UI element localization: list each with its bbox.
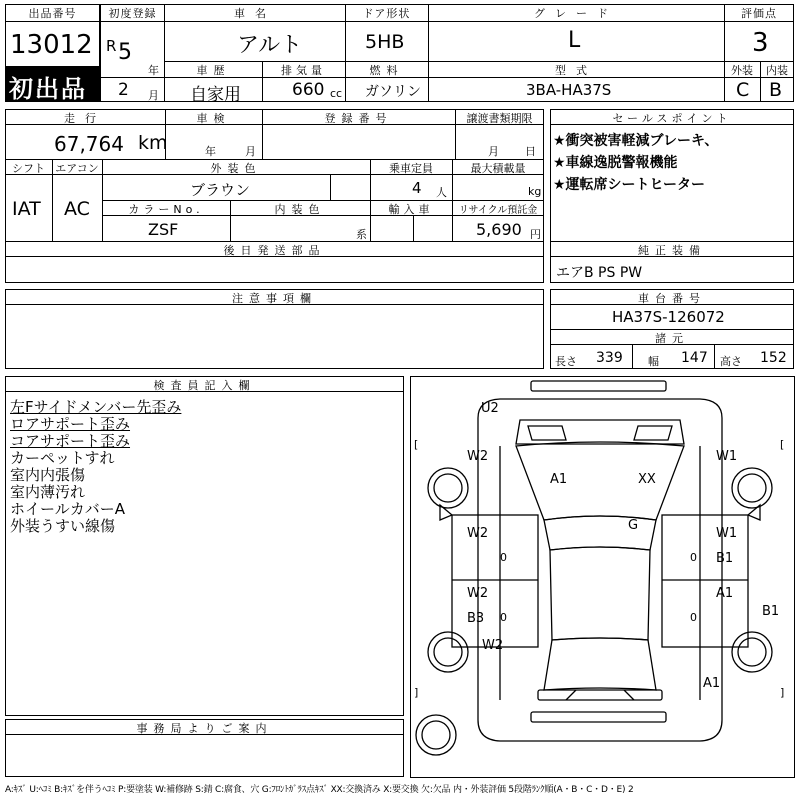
reg-label: 初度登録	[108, 7, 157, 20]
mileage: 67,764	[54, 132, 124, 156]
inspection-label: 車検	[196, 112, 231, 125]
equipment-label: 純正装備	[638, 244, 706, 257]
tr-day-unit: 日	[525, 145, 536, 158]
code-u2: U2	[481, 401, 499, 416]
disp-unit: cc	[330, 87, 343, 100]
grade: L	[568, 28, 581, 53]
int-rating: B	[769, 79, 783, 101]
inspector-line-4: カーペットすれ	[10, 449, 115, 467]
import-label: 輸入車	[388, 203, 434, 216]
door-type: 5HB	[365, 31, 405, 53]
later-parts-label: 後日発送部品	[223, 244, 326, 257]
lot-label: 出品番号	[28, 7, 77, 20]
reg-year: 5	[118, 40, 132, 65]
inspector-line-3: コアサポート歪み	[10, 432, 131, 450]
insp-year-unit: 年	[205, 145, 216, 158]
sales-point-3: ★運転席シートヒーター	[553, 177, 705, 193]
code-zero-fr: 0	[690, 551, 697, 564]
shift-label: シフト	[12, 162, 45, 175]
color-no: ZSF	[148, 220, 179, 239]
shift: IAT	[12, 198, 41, 220]
ac: AC	[64, 198, 90, 220]
code-zero-fl: 0	[500, 551, 507, 564]
chassis-label: 車台番号	[638, 292, 706, 305]
chassis-number: HA37S-126072	[612, 308, 725, 326]
car-name: アルト	[237, 33, 303, 58]
code-a1-rear: A1	[703, 676, 721, 691]
insp-month-unit: 月	[245, 145, 256, 158]
length: 339	[596, 350, 623, 366]
code-w2-fl-door: W2	[467, 526, 489, 541]
seats-unit: 人	[436, 186, 447, 199]
int-label: 内装	[766, 64, 788, 77]
inspector-line-2: ロアサポート歪み	[10, 415, 131, 433]
grade-label: グレード	[534, 7, 618, 20]
inspector-line-6: 室内薄汚れ	[10, 483, 86, 501]
load-unit: kg	[528, 185, 542, 198]
code-w1-fr-door: W1	[716, 526, 738, 541]
plate-label: 登録番号	[324, 112, 393, 125]
load-label: 最大積載量	[470, 162, 526, 175]
code-zero-rl: 0	[500, 611, 507, 624]
model-code: 3BA-HA37S	[526, 81, 612, 99]
model-label: 型式	[555, 64, 597, 77]
office-label: 事務局よりご案内	[136, 722, 273, 735]
bracket-r-close: ]	[780, 686, 785, 699]
fuel-label: 燃料	[369, 64, 404, 77]
history: 自家用	[190, 85, 241, 105]
code-b3-rl-door: B3	[467, 611, 485, 626]
reg-month: 2	[118, 80, 129, 100]
sales-label: セールスポイント	[612, 112, 732, 125]
name-label: 車名	[234, 7, 276, 20]
year-unit: 年	[148, 64, 159, 77]
inspector-line-5: 室内内張傷	[10, 466, 86, 484]
code-w1-fr: W1	[716, 449, 738, 464]
mileage-unit: km	[138, 132, 168, 154]
length-label: 長さ	[555, 355, 577, 368]
first-listing-text: 初出品	[9, 75, 87, 103]
code-w2-rear: W2	[482, 638, 504, 653]
inspector-line-1: 左Fサイドメンバー先歪み	[10, 398, 182, 416]
recycle-label: リサイクル預託金	[458, 205, 538, 216]
notes-label: 注意事項欄	[232, 292, 317, 305]
inspector-label: 検査員記入欄	[153, 379, 256, 392]
code-w2-fl: W2	[467, 449, 489, 464]
ext-label: 外装	[731, 64, 753, 77]
month-unit: 月	[148, 89, 159, 102]
color-no-label: カラーNo.	[128, 203, 204, 216]
code-g-glass: G	[628, 518, 639, 533]
color-label: 外装色	[210, 162, 262, 175]
height: 152	[760, 350, 787, 366]
ext-rating: C	[736, 79, 750, 101]
bracket-l-close: ]	[414, 686, 419, 699]
mileage-label: 走行	[64, 112, 106, 125]
equipment: エアB PS PW	[556, 265, 643, 281]
int-color-label: 内装色	[274, 203, 326, 216]
legend: A:ｷｽﾞ U:ﾍｺﾐ B:ｷｽﾞを伴うﾍｺﾐ P:要塗装 W:補修跡 S:錆 C:腐食、穴 G:ﾌﾛﾝﾄｶﾞﾗｽ点ｷｽﾞ XX:交換済み X:要交換 欠:欠品 内・外装評価 5段階ﾗﾝｸ順(A・B・C・D・E) 2	[5, 785, 634, 795]
code-w2-rl-door: W2	[467, 586, 489, 601]
fuel: ガソリン	[365, 84, 421, 100]
code-b1-fr-door: B1	[716, 551, 734, 566]
code-b1-right: B1	[762, 604, 780, 619]
int-color-unit: 系	[356, 228, 367, 241]
history-label: 車歴	[196, 64, 231, 77]
door-label: ドア形状	[362, 7, 411, 20]
score: 3	[752, 28, 769, 58]
disp-label: 排気量	[281, 64, 326, 77]
inspector-line-8: 外装うすい線傷	[10, 517, 116, 535]
code-a1-rr-door: A1	[716, 586, 734, 601]
sales-point-1: ★衝突被害軽減ブレーキ、	[553, 133, 719, 149]
width-label: 幅	[648, 355, 659, 368]
lot-number: 13012	[10, 30, 93, 60]
sales-point-2: ★車線逸脱警報機能	[553, 155, 678, 171]
bracket-l-open: [	[414, 438, 419, 451]
inspector-line-7: ホイールカバーA	[10, 500, 125, 518]
displacement: 660	[292, 80, 325, 100]
era: R	[106, 37, 117, 55]
code-a1-hood: A1	[550, 472, 568, 487]
seats: 4	[412, 179, 422, 197]
bracket-r-open: [	[780, 438, 785, 451]
dims-label: 諸元	[655, 332, 689, 345]
code-zero-rr: 0	[690, 611, 697, 624]
tr-month-unit: 月	[488, 145, 499, 158]
ext-color: ブラウン	[190, 181, 251, 199]
recycle-deposit: 5,690	[476, 220, 522, 239]
ac-label: エアコン	[55, 162, 99, 175]
height-label: 高さ	[720, 355, 742, 368]
score-label: 評価点	[741, 7, 777, 20]
transfer-label: 譲渡書類期限	[466, 112, 533, 125]
code-xx-hood: XX	[638, 472, 656, 487]
seats-label: 乗車定員	[389, 162, 433, 175]
width: 147	[681, 350, 708, 366]
recycle-unit: 円	[530, 228, 541, 241]
